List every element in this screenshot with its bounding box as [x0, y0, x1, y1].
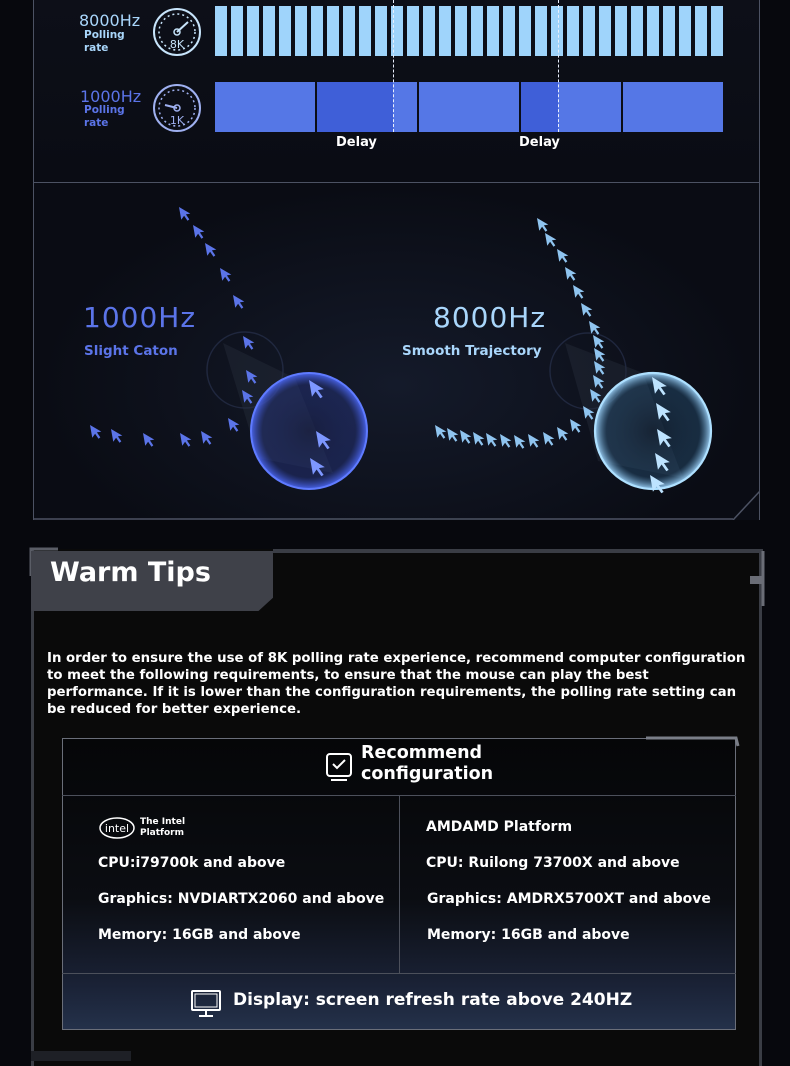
polling-8k-bar: [439, 6, 451, 56]
polling-1k-bars: [215, 82, 723, 132]
polling-8k-bar: [535, 6, 547, 56]
polling-8k-bar: [279, 6, 291, 56]
delay-overlay-2: [521, 82, 558, 132]
polling-8k-bar: [407, 6, 419, 56]
warm-tips-title: Warm Tips: [50, 557, 211, 588]
polling-1k-hz: 1000Hz: [80, 87, 142, 106]
polling-8k-bar: [263, 6, 275, 56]
polling-8k-bar: [359, 6, 371, 56]
delay-overlay-1: [317, 82, 393, 132]
polling-8k-bar: [295, 6, 307, 56]
delay-line-1: [393, 0, 394, 132]
polling-8k-bar: [215, 6, 227, 56]
gauge-8k-icon: [152, 7, 202, 57]
config-bottom-divider: [62, 973, 736, 974]
warm-tips-text: In order to ensure the use of 8K polling rate experience, recommend computer configuration to meet the following requirements, to ensure that the mouse can play the best performance. If it is lower than the configuration requirements, the polling rate setting can be reduced for better experience.: [47, 651, 746, 717]
polling-8k-bar: [455, 6, 467, 56]
polling-8k-hz: 8000Hz: [79, 11, 141, 30]
polling-8k-bar: [679, 6, 691, 56]
polling-8k-bar: [711, 6, 723, 56]
intel-logo-text: intel: [104, 822, 130, 835]
polling-8k-bar: [311, 6, 323, 56]
polling-8k-bar: [583, 6, 595, 56]
polling-8k-bar: [375, 6, 387, 56]
polling-8k-bar: [663, 6, 675, 56]
intel-cpu: CPU:i79700k and above: [98, 855, 286, 871]
trajectory-8000hz-sub: Smooth Trajectory: [402, 343, 542, 359]
delay-label-2: Delay: [519, 135, 560, 150]
polling-8k-bar: [567, 6, 579, 56]
polling-8k-bar: [327, 6, 339, 56]
gauge-1k-icon: [152, 83, 202, 133]
polling-8k-bar: [423, 6, 435, 56]
gauge-1k-label: 1K: [169, 114, 185, 127]
polling-1k-bar: [215, 82, 315, 132]
trajectory-1000hz-sub: Slight Caton: [84, 343, 178, 359]
polling-8k-bar: [615, 6, 627, 56]
polling-1k-bar: [419, 82, 519, 132]
polling-8k-bar: [503, 6, 515, 56]
gauge-8k-label: 8K: [169, 38, 185, 51]
trajectory-8000hz-title: 8000Hz: [433, 301, 547, 334]
polling-8k-bars: [215, 6, 723, 56]
amd-platform: AMDAMD Platform: [426, 819, 573, 835]
intel-memory: Memory: 16GB and above: [98, 927, 301, 943]
config-column-divider: [399, 796, 400, 973]
config-corner-decoration: [646, 736, 740, 748]
polling-8k-bar: [231, 6, 243, 56]
intel-logo-icon: [98, 816, 136, 840]
display-requirement: Display: screen refresh rate above 240HZ: [233, 990, 633, 1010]
checklist-icon: [325, 752, 353, 782]
amd-cpu: CPU: Ruilong 73700X and above: [426, 855, 680, 871]
intel-platform-line2: Platform: [140, 828, 184, 838]
config-title-line1: Recommend: [361, 743, 483, 763]
monitor-icon: [190, 989, 222, 1019]
trajectory-1000hz-title: 1000Hz: [83, 301, 197, 334]
polling-8k-bar: [647, 6, 659, 56]
intel-platform-line1: The Intel: [140, 817, 186, 827]
polling-8k-bar: [519, 6, 531, 56]
config-title: [361, 743, 521, 785]
intel-platform-label: [140, 817, 185, 839]
polling-8k-bar: [631, 6, 643, 56]
polling-8k-bar: [599, 6, 611, 56]
config-title-line2: configuration: [361, 764, 494, 784]
polling-8k-bar: [551, 6, 563, 56]
amd-memory: Memory: 16GB and above: [427, 927, 630, 943]
intel-graphics: Graphics: NVDIARTX2060 and above: [98, 891, 385, 907]
delay-label-1: Delay: [336, 135, 377, 150]
delay-line-2: [558, 0, 559, 132]
amd-graphics: Graphics: AMDRX5700XT and above: [427, 891, 711, 907]
polling-8k-bar: [343, 6, 355, 56]
polling-8k-bar: [247, 6, 259, 56]
polling-1k-bar: [623, 82, 723, 132]
polling-1k-sub: Polling rate: [84, 104, 125, 129]
polling-8k-bar: [471, 6, 483, 56]
polling-8k-sub: Polling rate: [84, 29, 125, 54]
polling-8k-bar: [695, 6, 707, 56]
polling-8k-bar: [487, 6, 499, 56]
